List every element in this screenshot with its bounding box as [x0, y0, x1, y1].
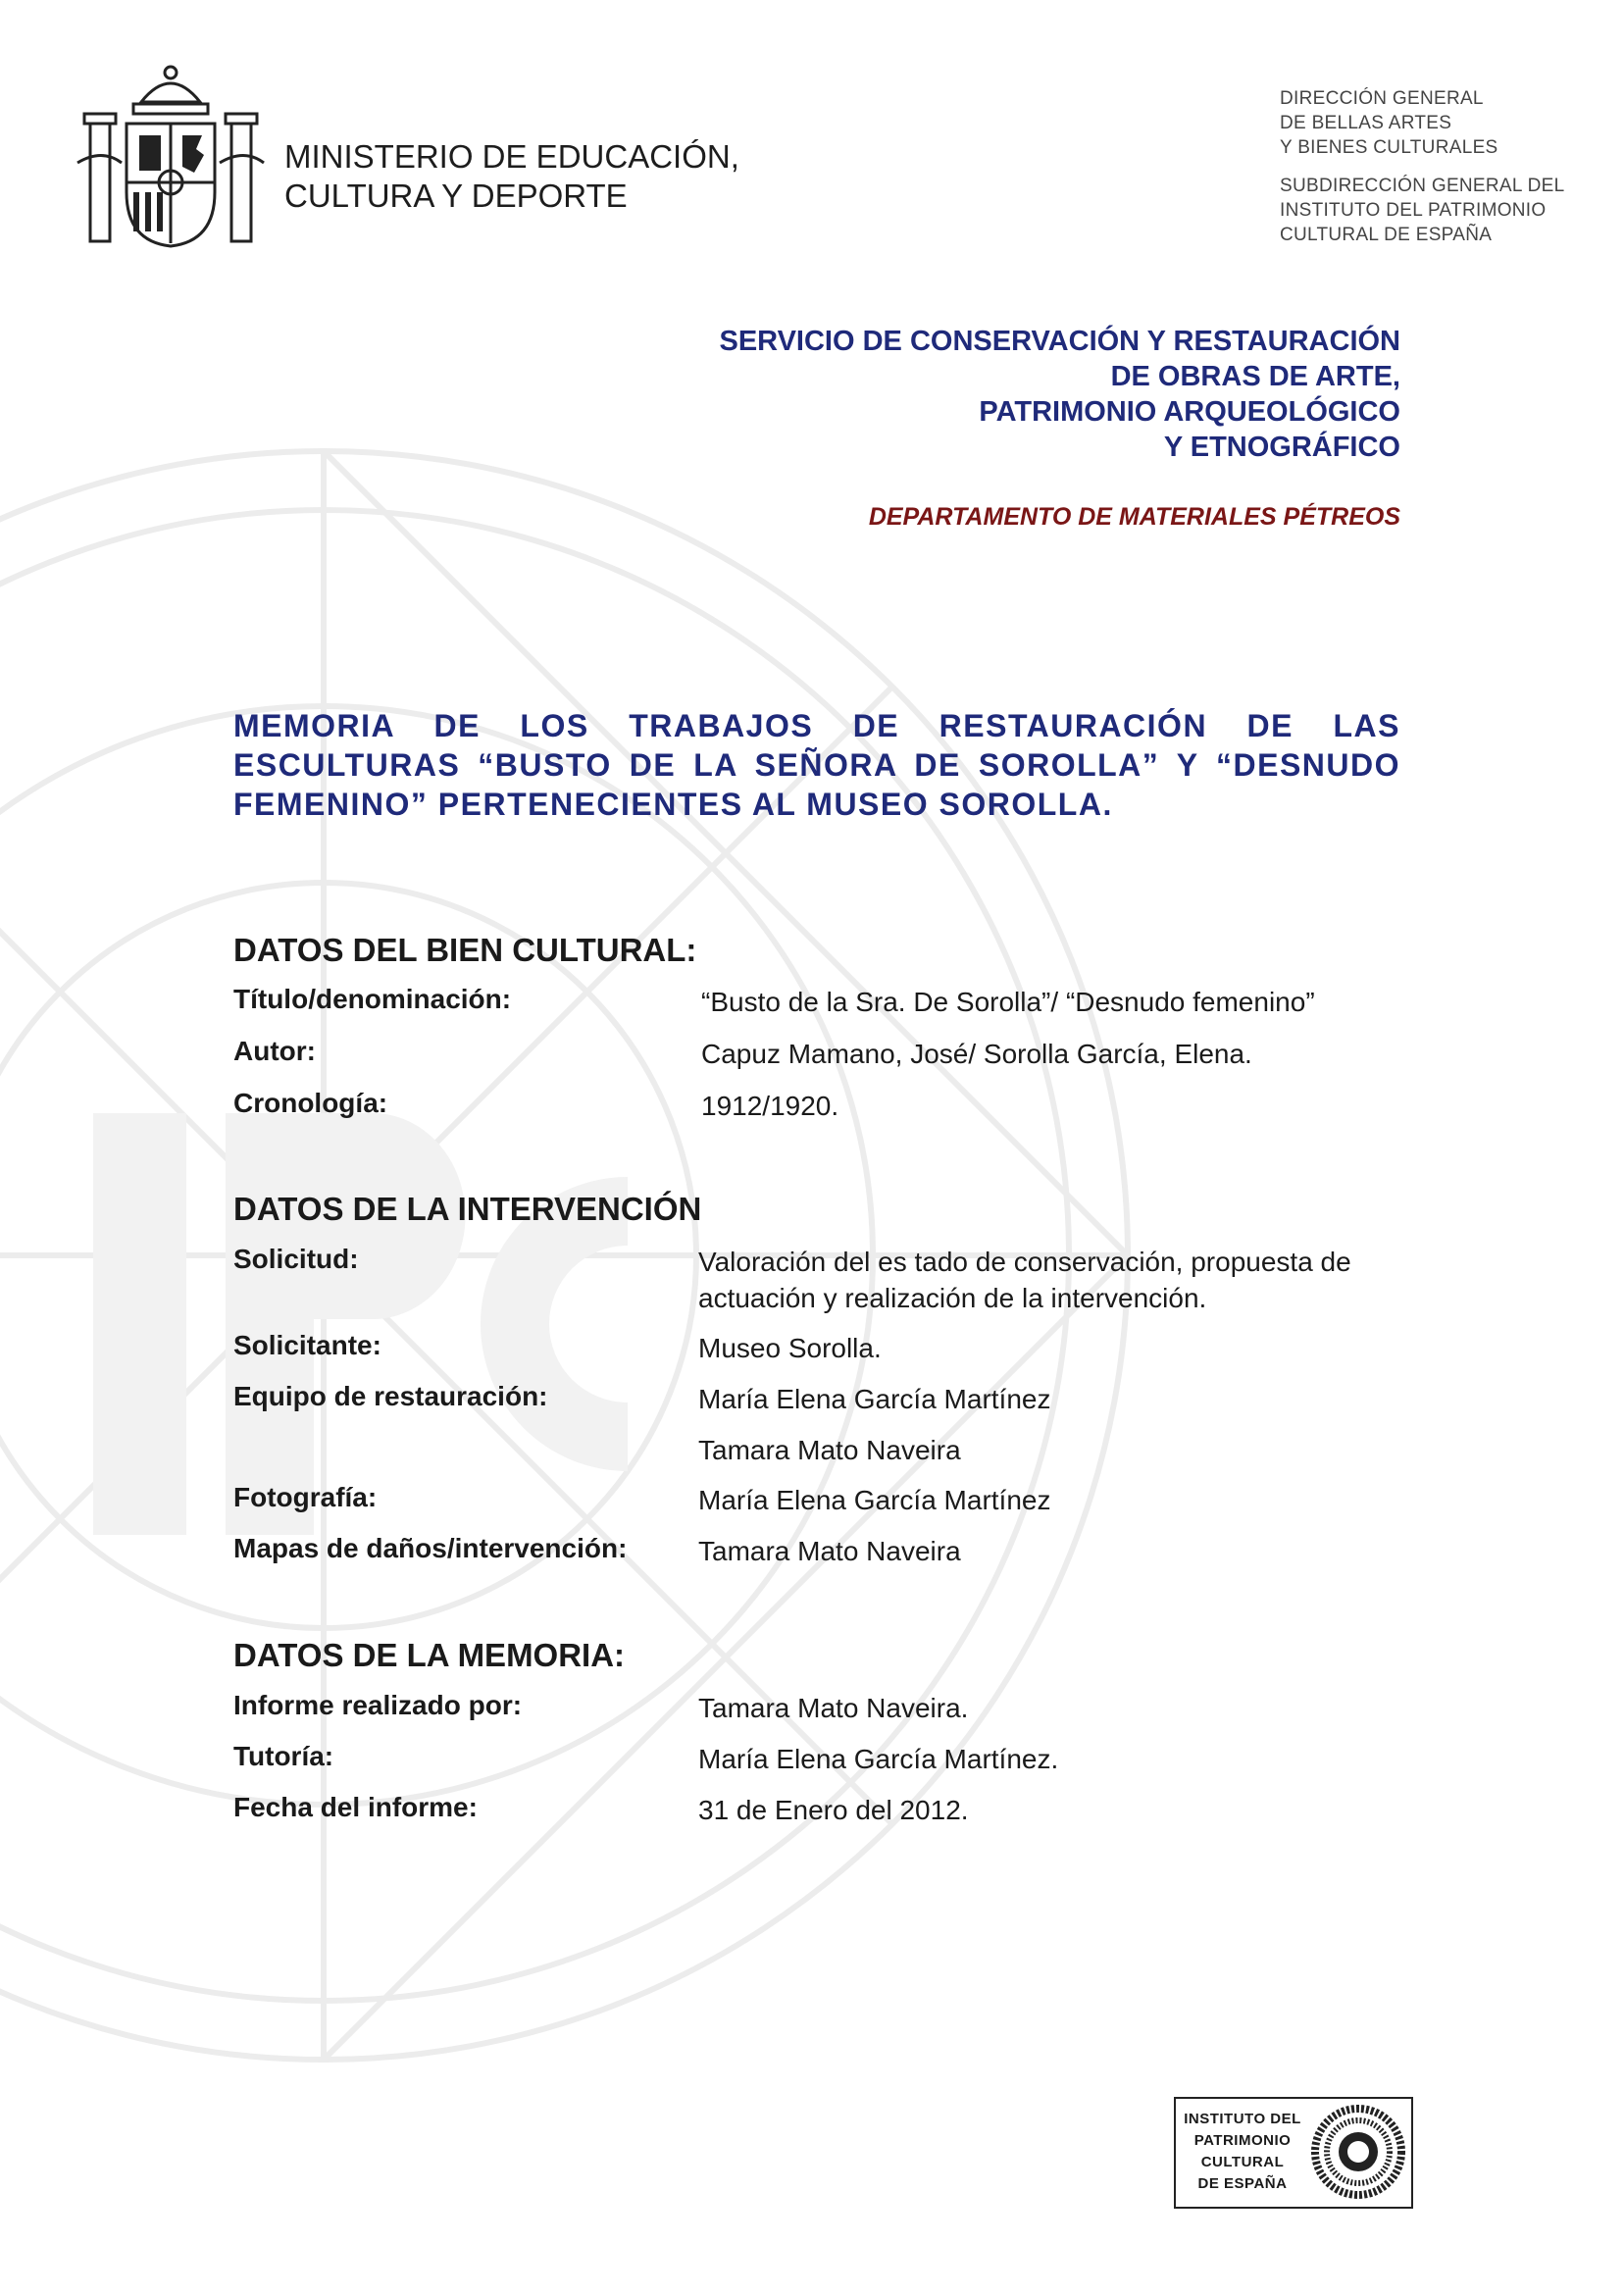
directorate-line: Y BIENES CULTURALES [1280, 137, 1498, 158]
field-value: María Elena García Martínez [698, 1384, 1051, 1414]
field-value: María Elena García Martínez [698, 1485, 1051, 1515]
coat-of-arms-icon [73, 55, 269, 261]
section-heading-intervencion: DATOS DE LA INTERVENCIÓN [233, 1191, 702, 1227]
ipce-logo [1174, 2097, 1413, 2209]
ipce-logo-line: PATRIMONIO [1193, 2132, 1292, 2149]
field-label: Cronología: [233, 1088, 388, 1118]
field-value: Museo Sorolla. [698, 1333, 882, 1363]
field-value: Capuz Mamano, José/ Sorolla García, Elena. [701, 1039, 1252, 1069]
ministry-line-2: CULTURA Y DEPORTE [284, 178, 628, 214]
section-heading-memoria: DATOS DE LA MEMORIA: [233, 1637, 626, 1673]
service-line: PATRIMONIO ARQUEOLÓGICO [979, 396, 1400, 428]
field-value: Tamara Mato Naveira [698, 1536, 961, 1566]
document-title: MEMORIA DE LOS TRABAJOS DE RESTAURACIÓN DE LAS ESCULTURAS “BUSTO DE LA SEÑORA DE SOROLLA” Y “DESNUDO FEMENINO” PERTENECIENTES AL MUSEO SOROLLA. [233, 708, 1400, 822]
ipce-seal-icon [1311, 2105, 1405, 2199]
service-line: DE OBRAS DE ARTE, [1110, 361, 1400, 392]
field-value: “Busto de la Sra. De Sorolla”/ “Desnudo femenino” [701, 987, 1315, 1017]
field-label: Equipo de restauración: [233, 1381, 548, 1411]
service-line: Y ETNOGRÁFICO [1163, 432, 1400, 463]
field-label: Título/denominación: [233, 984, 512, 1014]
section-heading-bien-cultural: DATOS DEL BIEN CULTURAL: [233, 932, 697, 968]
field-label: Autor: [233, 1036, 316, 1066]
field-label: Fecha del informe: [233, 1792, 478, 1822]
field-value: 1912/1920. [701, 1091, 839, 1121]
directorate-line: DIRECCIÓN GENERAL [1280, 88, 1484, 109]
field-label: Fotografía: [233, 1482, 378, 1512]
directorate-line: DE BELLAS ARTES [1280, 113, 1452, 133]
field-value: Tamara Mato Naveira [698, 1435, 961, 1465]
ministry-line-1: MINISTERIO DE EDUCACIÓN, [284, 138, 739, 175]
field-label: Mapas de daños/intervención: [233, 1533, 628, 1563]
field-label: Tutoría: [233, 1741, 334, 1771]
department-name: DEPARTAMENTO DE MATERIALES PÉTREOS [868, 503, 1400, 531]
service-line: SERVICIO DE CONSERVACIÓN Y RESTAURACIÓN [719, 326, 1400, 357]
field-label: Informe realizado por: [233, 1690, 523, 1720]
subdirectorate-line: INSTITUTO DEL PATRIMONIO [1280, 200, 1547, 221]
field-value: 31 de Enero del 2012. [698, 1795, 969, 1825]
field-value: Valoración del es tado de conservación, propuesta de actuación y realización de la intervención. [698, 1247, 1351, 1313]
ministry-name [284, 137, 739, 216]
ipce-logo-line: DE ESPAÑA [1197, 2175, 1288, 2192]
service-heading [719, 324, 1400, 465]
field-value: Tamara Mato Naveira. [698, 1693, 969, 1723]
field-value: María Elena García Martínez. [698, 1744, 1059, 1774]
field-label: Solicitante: [233, 1330, 381, 1360]
subdirectorate-line: CULTURAL DE ESPAÑA [1280, 225, 1493, 245]
ipce-logo-line: INSTITUTO DEL [1184, 2111, 1301, 2127]
ipce-logo-text [1184, 2109, 1301, 2195]
field-label: Solicitud: [233, 1244, 359, 1274]
ipce-logo-line: CULTURAL [1200, 2154, 1285, 2170]
subdirectorate-line: SUBDIRECCIÓN GENERAL DEL [1280, 176, 1565, 196]
directorate-block [1280, 86, 1565, 247]
